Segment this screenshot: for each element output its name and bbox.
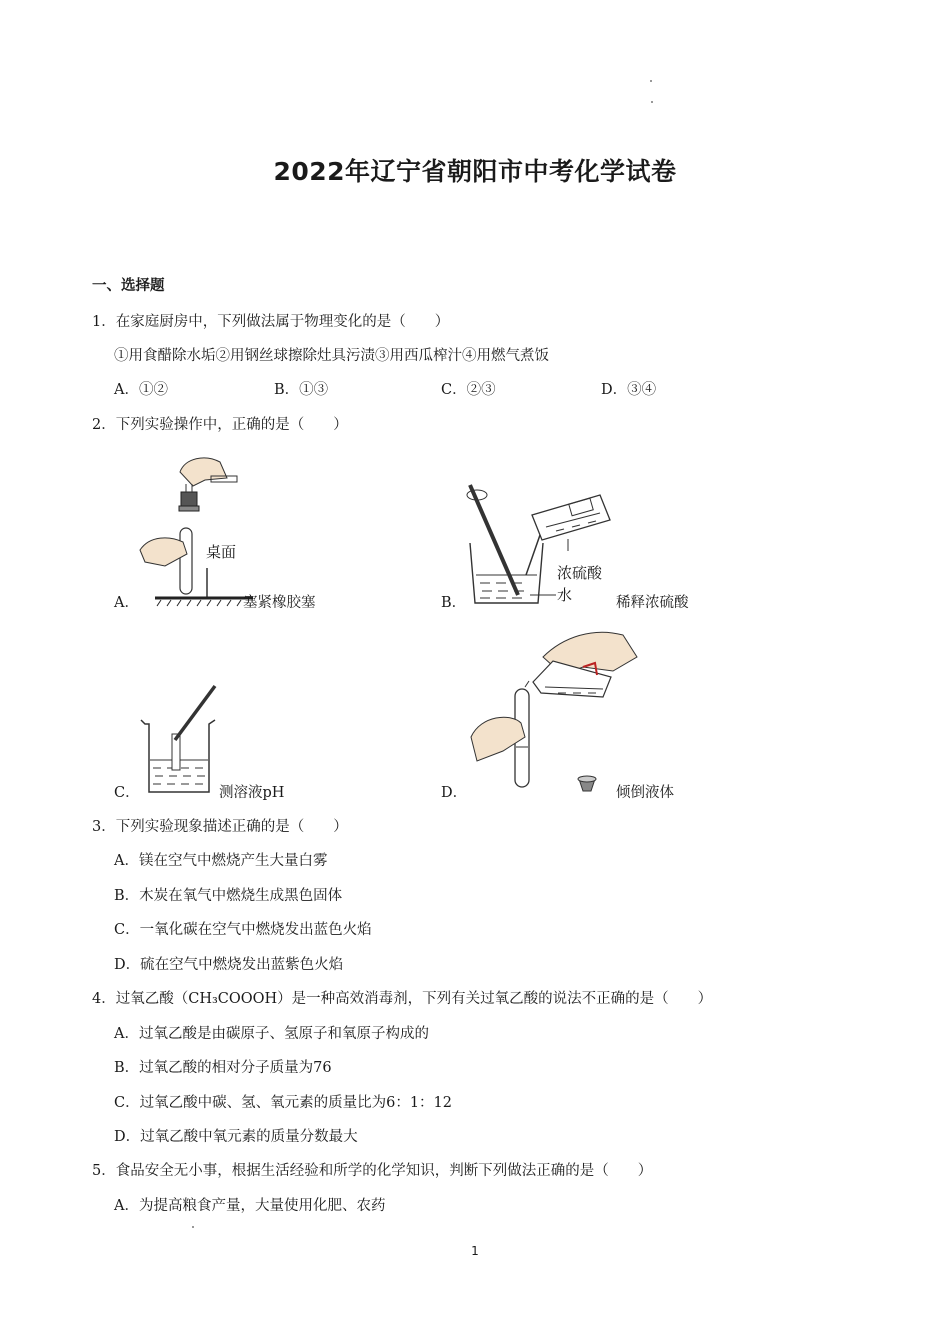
q3-option-d: D．硫在空气中燃烧发出蓝紫色火焰 [114, 957, 344, 973]
q2-stem: 2．下列实验操作中，正确的是（ ） [92, 417, 348, 433]
corner-mark-1 [650, 80, 652, 82]
q4-option-d: D．过氧乙酸中氧元素的质量分数最大 [114, 1129, 358, 1145]
q3-option-c: C．一氧化碳在空气中燃烧发出蓝色火焰 [114, 922, 372, 938]
footer-mark [192, 1226, 194, 1228]
q2-fig-d-caption: 倾倒液体 [616, 785, 674, 801]
q3-stem: 3．下列实验现象描述正确的是（ ） [92, 819, 348, 835]
q1-sub: ①用食醋除水垢②用钢丝球擦除灶具污渍③用西瓜榨汁④用燃气煮饭 [114, 348, 549, 364]
q2-fig-a-drawing [135, 450, 255, 608]
q1-stem: 1．在家庭厨房中，下列做法属于物理变化的是（ ） [92, 314, 450, 330]
q2-fig-c-letter: C． [114, 785, 140, 801]
page-number: 1 [471, 1244, 479, 1258]
section-heading: 一、选择题 [92, 278, 165, 294]
q2-fig-b-letter: B． [441, 595, 467, 611]
q5-option-a: A．为提高粮食产量，大量使用化肥、农药 [114, 1198, 386, 1214]
q1-option-c: C．②③ [441, 382, 496, 398]
q4-option-a: A．过氧乙酸是由碳原子、氢原子和氧原子构成的 [114, 1026, 429, 1042]
corner-mark-2 [651, 101, 653, 103]
q4-option-b: B．过氧乙酸的相对分子质量为76 [114, 1060, 332, 1076]
q2-fig-b-drawing [460, 475, 620, 610]
q2-fig-a-caption: 塞紧橡胶塞 [243, 595, 316, 611]
q2-fig-b-inner-label-1: 浓硫酸 [557, 564, 603, 582]
page-title: 2022年辽宁省朝阳市中考化学试卷 [273, 157, 677, 186]
q2-fig-b-inner-label-2: 水 [557, 586, 573, 604]
q1-option-a: A．①② [114, 382, 168, 398]
q1-option-d: D．③④ [601, 382, 657, 398]
q4-option-c: C．过氧乙酸中碳、氢、氧元素的质量比为6：1：12 [114, 1095, 452, 1111]
q3-option-b: B．木炭在氧气中燃烧生成黑色固体 [114, 888, 343, 904]
q2-fig-c-drawing [135, 682, 225, 800]
q2-fig-c-caption: 测溶液pH [219, 785, 285, 801]
q2-fig-b-caption: 稀释浓硫酸 [616, 595, 689, 611]
q2-fig-d-drawing [463, 627, 643, 797]
q2-fig-a-inner-label: 桌面 [206, 543, 237, 561]
q1-option-b: B．①③ [274, 382, 329, 398]
q2-fig-d-letter: D． [441, 785, 468, 801]
q3-option-a: A．镁在空气中燃烧产生大量白雾 [114, 853, 328, 869]
q5-stem: 5．食品安全无小事，根据生活经验和所学的化学知识，判断下列做法正确的是（ ） [92, 1163, 653, 1179]
q2-fig-a-letter: A． [114, 595, 139, 611]
q4-stem: 4．过氧乙酸（CH₃COOOH）是一种高效消毒剂，下列有关过氧乙酸的说法不正确的是（ ） [92, 991, 713, 1007]
